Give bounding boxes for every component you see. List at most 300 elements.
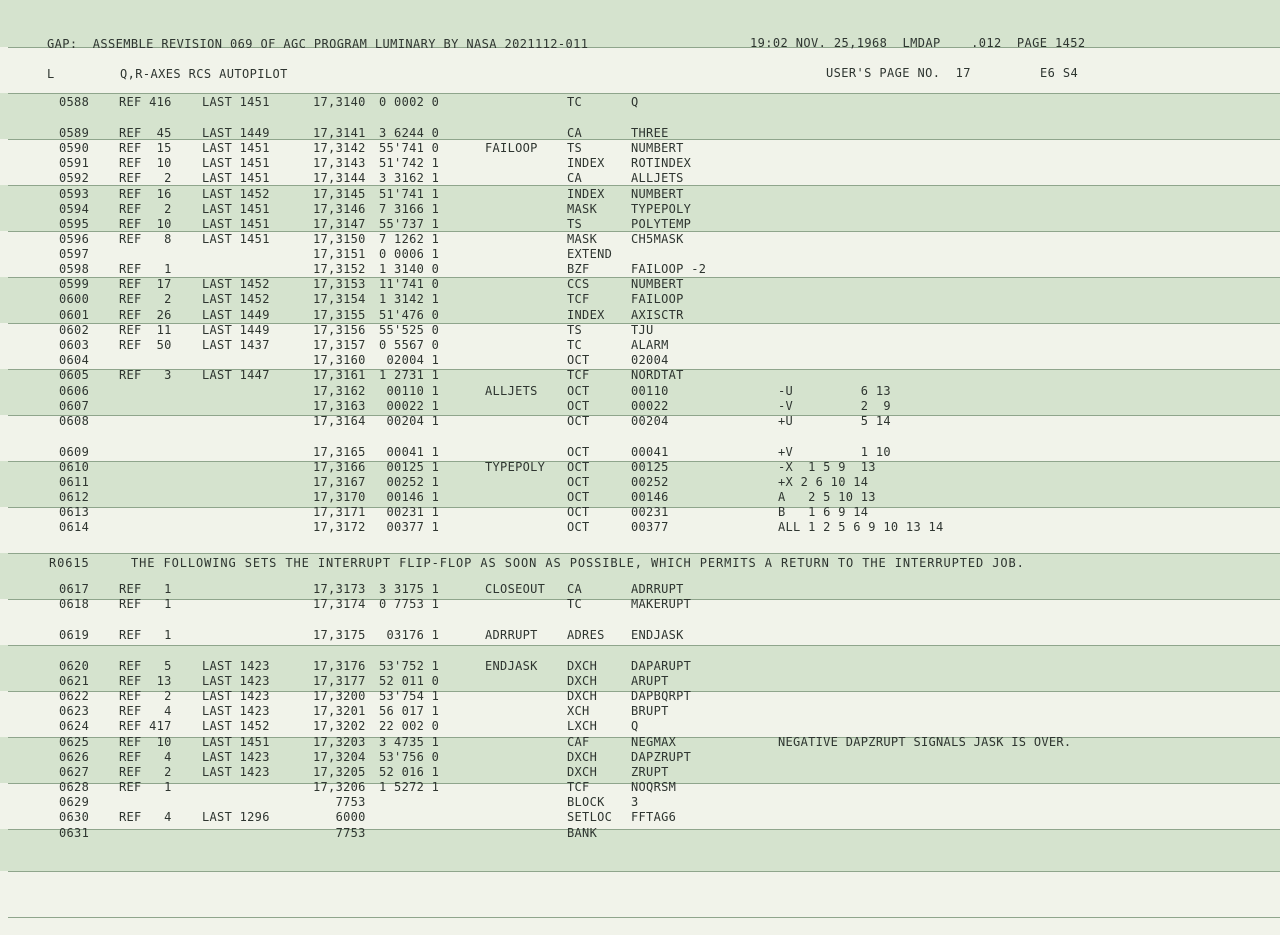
address: 17,3201 (313, 704, 366, 718)
opcode: OCT (567, 460, 590, 474)
ref-count: REF 1 (119, 628, 172, 642)
ref-count: REF 4 (119, 810, 172, 824)
ref-count: REF 50 (119, 338, 172, 352)
header-line-marker: L (47, 67, 55, 81)
line-sequence: 0607 (59, 399, 90, 413)
operand: 00252 (631, 475, 669, 489)
line-sequence: 0628 (59, 780, 90, 794)
label: ADRRUPT (485, 628, 538, 642)
last-ref: LAST 1449 (202, 308, 270, 322)
operand: 00146 (631, 490, 669, 504)
listing-line (0, 597, 1280, 612)
octal-word: 00252 1 (379, 475, 440, 489)
ref-count: REF 4 (119, 704, 172, 718)
header-user-page: USER'S PAGE NO. 17 (826, 66, 971, 80)
ref-count: REF 1 (119, 780, 172, 794)
listing-line (0, 674, 1280, 689)
last-ref: LAST 1452 (202, 719, 270, 733)
operand: 00125 (631, 460, 669, 474)
address: 17,3163 (313, 399, 366, 413)
last-ref: LAST 1451 (202, 95, 270, 109)
address: 17,3177 (313, 674, 366, 688)
opcode: SETLOC (567, 810, 613, 824)
listing-line (0, 126, 1280, 141)
comment: ALL 1 2 5 6 9 10 13 14 (778, 520, 944, 534)
ref-count: REF 417 (119, 719, 172, 733)
line-sequence: 0595 (59, 217, 90, 231)
line-sequence: 0589 (59, 126, 90, 140)
opcode: BANK (567, 826, 598, 840)
last-ref: LAST 1451 (202, 217, 270, 231)
label: ENDJASK (485, 659, 538, 673)
octal-word: 53'756 0 (379, 750, 440, 764)
remark-text: THE FOLLOWING SETS THE INTERRUPT FLIP-FLOP AS SOON AS POSSIBLE, WHICH PERMITS A RETURN TO THE INTERRUPTED JOB. (131, 556, 1025, 570)
paper-rule (8, 871, 1280, 872)
ref-count: REF 4 (119, 750, 172, 764)
listing-line (0, 735, 1280, 750)
address: 17,3170 (313, 490, 366, 504)
listing-line (0, 795, 1280, 810)
address: 17,3202 (313, 719, 366, 733)
address: 17,3140 (313, 95, 366, 109)
label: FAILOOP (485, 141, 538, 155)
listing-line (0, 704, 1280, 719)
opcode: TS (567, 323, 583, 337)
opcode: EXTEND (567, 247, 613, 261)
octal-word: 1 2731 1 (379, 368, 440, 382)
header-assembly-info: GAP: ASSEMBLE REVISION 069 OF AGC PROGRAM LUMINARY BY NASA 2021112-011 (47, 37, 589, 51)
opcode: OCT (567, 520, 590, 534)
ref-count: REF 13 (119, 674, 172, 688)
last-ref: LAST 1449 (202, 323, 270, 337)
address: 17,3175 (313, 628, 366, 642)
header-date-page: 19:02 NOV. 25,1968 LMDAP .012 PAGE 1452 (750, 36, 1086, 50)
ref-count: REF 1 (119, 582, 172, 596)
octal-word: 52 011 0 (379, 674, 440, 688)
line-sequence: 0605 (59, 368, 90, 382)
line-sequence: 0631 (59, 826, 90, 840)
address: 17,3145 (313, 187, 366, 201)
operand: ALLJETS (631, 171, 684, 185)
line-sequence: 0594 (59, 202, 90, 216)
label: TYPEPOLY (485, 460, 546, 474)
octal-word: 0 0002 0 (379, 95, 440, 109)
listing-line (0, 659, 1280, 674)
line-sequence: 0606 (59, 384, 90, 398)
opcode: OCT (567, 475, 590, 489)
last-ref: LAST 1451 (202, 141, 270, 155)
opcode: DXCH (567, 765, 598, 779)
line-sequence: 0617 (59, 582, 90, 596)
operand: ALARM (631, 338, 669, 352)
address: 17,3161 (313, 368, 366, 382)
ref-count: REF 8 (119, 232, 172, 246)
listing-line (0, 171, 1280, 186)
operand: ROTINDEX (631, 156, 692, 170)
operand: Q (631, 95, 639, 109)
comment: +X 2 6 10 14 (778, 475, 869, 489)
opcode: BZF (567, 262, 590, 276)
ref-count: REF 1 (119, 597, 172, 611)
address: 17,3173 (313, 582, 366, 596)
operand: DAPBQRPT (631, 689, 692, 703)
comment: -V 2 9 (778, 399, 891, 413)
operand: DAPZRUPT (631, 750, 692, 764)
line-sequence: 0610 (59, 460, 90, 474)
listing-line (0, 475, 1280, 490)
comment: B 1 6 9 14 (778, 505, 869, 519)
address: 17,3176 (313, 659, 366, 673)
operand: AXISCTR (631, 308, 684, 322)
label: CLOSEOUT (485, 582, 546, 596)
operand: NUMBERT (631, 187, 684, 201)
listing-line (0, 141, 1280, 156)
address: 17,3152 (313, 262, 366, 276)
last-ref: LAST 1423 (202, 750, 270, 764)
opcode: CA (567, 126, 583, 140)
opcode: TC (567, 597, 583, 611)
operand: TJU (631, 323, 654, 337)
listing-line (0, 445, 1280, 460)
address: 17,3154 (313, 292, 366, 306)
opcode: ADRES (567, 628, 605, 642)
opcode: OCT (567, 414, 590, 428)
operand: FAILOOP (631, 292, 684, 306)
octal-word: 52 016 1 (379, 765, 440, 779)
address: 17,3167 (313, 475, 366, 489)
address: 17,3166 (313, 460, 366, 474)
octal-word: 0 7753 1 (379, 597, 440, 611)
comment: +U 5 14 (778, 414, 891, 428)
listing-line (0, 262, 1280, 277)
operand: DAPARUPT (631, 659, 692, 673)
listing-line (0, 95, 1280, 110)
listing-line (0, 490, 1280, 505)
listing-line (0, 719, 1280, 734)
operand: MAKERUPT (631, 597, 692, 611)
address: 17,3155 (313, 308, 366, 322)
ref-count: REF 15 (119, 141, 172, 155)
line-sequence: 0625 (59, 735, 90, 749)
listing-line (0, 202, 1280, 217)
octal-word: 00041 1 (379, 445, 440, 459)
operand: NUMBERT (631, 141, 684, 155)
line-sequence: 0591 (59, 156, 90, 170)
header-section-title: Q,R-AXES RCS AUTOPILOT (120, 67, 288, 81)
opcode: CCS (567, 277, 590, 291)
address: 17,3153 (313, 277, 366, 291)
listing-line (0, 628, 1280, 643)
label: ALLJETS (485, 384, 538, 398)
operand: NOQRSM (631, 780, 677, 794)
opcode: CA (567, 582, 583, 596)
last-ref: LAST 1451 (202, 156, 270, 170)
octal-word: 7 1262 1 (379, 232, 440, 246)
ref-count: REF 16 (119, 187, 172, 201)
listing-line (0, 232, 1280, 247)
line-sequence: 0603 (59, 338, 90, 352)
octal-word: 3 3175 1 (379, 582, 440, 596)
operand: NORDTAT (631, 368, 684, 382)
line-sequence: 0600 (59, 292, 90, 306)
address: 17,3172 (313, 520, 366, 534)
last-ref: LAST 1452 (202, 277, 270, 291)
operand: 00110 (631, 384, 669, 398)
opcode: DXCH (567, 674, 598, 688)
last-ref: LAST 1447 (202, 368, 270, 382)
operand: ENDJASK (631, 628, 684, 642)
line-sequence: 0622 (59, 689, 90, 703)
octal-word: 0 5567 0 (379, 338, 440, 352)
line-sequence: 0598 (59, 262, 90, 276)
address: 17,3203 (313, 735, 366, 749)
opcode: TS (567, 217, 583, 231)
operand: 3 (631, 795, 639, 809)
ref-count: REF 10 (119, 735, 172, 749)
opcode: INDEX (567, 308, 605, 322)
address: 17,3150 (313, 232, 366, 246)
operand: Q (631, 719, 639, 733)
ref-count: REF 17 (119, 277, 172, 291)
line-sequence: 0629 (59, 795, 90, 809)
remark-sequence: R0615 (49, 556, 90, 570)
address: 7753 (313, 795, 366, 809)
address: 17,3151 (313, 247, 366, 261)
listing-line (0, 308, 1280, 323)
operand: BRUPT (631, 704, 669, 718)
line-sequence: 0619 (59, 628, 90, 642)
octal-word: 55'741 0 (379, 141, 440, 155)
address: 17,3160 (313, 353, 366, 367)
octal-word: 03176 1 (379, 628, 440, 642)
octal-word: 53'752 1 (379, 659, 440, 673)
octal-word: 3 6244 0 (379, 126, 440, 140)
operand: 00041 (631, 445, 669, 459)
octal-word: 00204 1 (379, 414, 440, 428)
operand: NEGMAX (631, 735, 677, 749)
octal-word: 51'742 1 (379, 156, 440, 170)
line-sequence: 0608 (59, 414, 90, 428)
comment: A 2 5 10 13 (778, 490, 876, 504)
operand: ARUPT (631, 674, 669, 688)
operand: 02004 (631, 353, 669, 367)
address: 17,3162 (313, 384, 366, 398)
listing-line (0, 247, 1280, 262)
line-sequence: 0604 (59, 353, 90, 367)
line-sequence: 0601 (59, 308, 90, 322)
operand: POLYTEMP (631, 217, 692, 231)
listing-line (0, 582, 1280, 597)
operand: 00204 (631, 414, 669, 428)
address: 17,3156 (313, 323, 366, 337)
ref-count: REF 2 (119, 202, 172, 216)
paper-rule (8, 553, 1280, 554)
octal-word: 53'754 1 (379, 689, 440, 703)
opcode: MASK (567, 202, 598, 216)
address: 6000 (313, 810, 366, 824)
opcode: CA (567, 171, 583, 185)
last-ref: LAST 1423 (202, 704, 270, 718)
ref-count: REF 45 (119, 126, 172, 140)
line-sequence: 0620 (59, 659, 90, 673)
opcode: MASK (567, 232, 598, 246)
line-sequence: 0593 (59, 187, 90, 201)
line-sequence: 0609 (59, 445, 90, 459)
operand: 00377 (631, 520, 669, 534)
address: 17,3141 (313, 126, 366, 140)
ref-count: REF 2 (119, 171, 172, 185)
line-sequence: 0614 (59, 520, 90, 534)
opcode: DXCH (567, 659, 598, 673)
line-sequence: 0627 (59, 765, 90, 779)
octal-word: 22 002 0 (379, 719, 440, 733)
last-ref: LAST 1437 (202, 338, 270, 352)
opcode: DXCH (567, 750, 598, 764)
opcode: OCT (567, 353, 590, 367)
line-sequence: 0599 (59, 277, 90, 291)
operand: TYPEPOLY (631, 202, 692, 216)
listing-line (0, 780, 1280, 795)
listing-line (0, 384, 1280, 399)
address: 17,3144 (313, 171, 366, 185)
line-sequence: 0613 (59, 505, 90, 519)
address: 17,3206 (313, 780, 366, 794)
ref-count: REF 10 (119, 217, 172, 231)
ref-count: REF 416 (119, 95, 172, 109)
last-ref: LAST 1451 (202, 171, 270, 185)
listing-line (0, 338, 1280, 353)
paper-rule (8, 645, 1280, 646)
ref-count: REF 1 (119, 262, 172, 276)
octal-word: 1 5272 1 (379, 780, 440, 794)
paper-rule (8, 917, 1280, 918)
octal-word: 00231 1 (379, 505, 440, 519)
listing-line (0, 217, 1280, 232)
listing-line (0, 156, 1280, 171)
listing-line (0, 353, 1280, 368)
operand: 00022 (631, 399, 669, 413)
ref-count: REF 26 (119, 308, 172, 322)
line-sequence: 0630 (59, 810, 90, 824)
listing-line (0, 460, 1280, 475)
octal-word: 1 3142 1 (379, 292, 440, 306)
opcode: INDEX (567, 187, 605, 201)
octal-word: 00110 1 (379, 384, 440, 398)
octal-word: 7 3166 1 (379, 202, 440, 216)
line-sequence: 0621 (59, 674, 90, 688)
operand: 00231 (631, 505, 669, 519)
opcode: XCH (567, 704, 590, 718)
listing-line (0, 810, 1280, 825)
address: 17,3205 (313, 765, 366, 779)
line-sequence: 0590 (59, 141, 90, 155)
line-sequence: 0626 (59, 750, 90, 764)
address: 17,3171 (313, 505, 366, 519)
octal-word: 51'741 1 (379, 187, 440, 201)
octal-word: 55'737 1 (379, 217, 440, 231)
opcode: LXCH (567, 719, 598, 733)
address: 17,3143 (313, 156, 366, 170)
last-ref: LAST 1451 (202, 735, 270, 749)
listing-line (0, 368, 1280, 383)
address: 17,3200 (313, 689, 366, 703)
comment: -X 1 5 9 13 (778, 460, 876, 474)
operand: FFTAG6 (631, 810, 677, 824)
operand: CH5MASK (631, 232, 684, 246)
octal-word: 00377 1 (379, 520, 440, 534)
line-sequence: 0597 (59, 247, 90, 261)
operand: ADRRUPT (631, 582, 684, 596)
octal-word: 11'741 0 (379, 277, 440, 291)
opcode: OCT (567, 490, 590, 504)
ref-count: REF 10 (119, 156, 172, 170)
line-sequence: 0588 (59, 95, 90, 109)
octal-word: 0 0006 1 (379, 247, 440, 261)
operand: ZRUPT (631, 765, 669, 779)
listing-line (0, 292, 1280, 307)
opcode: TC (567, 338, 583, 352)
ref-count: REF 11 (119, 323, 172, 337)
opcode: OCT (567, 384, 590, 398)
ref-count: REF 2 (119, 689, 172, 703)
line-sequence: 0624 (59, 719, 90, 733)
address: 17,3174 (313, 597, 366, 611)
listing-line (0, 826, 1280, 841)
address: 17,3147 (313, 217, 366, 231)
address: 17,3164 (313, 414, 366, 428)
comment: -U 6 13 (778, 384, 891, 398)
last-ref: LAST 1423 (202, 674, 270, 688)
listing-line (0, 399, 1280, 414)
operand: THREE (631, 126, 669, 140)
last-ref: LAST 1451 (202, 202, 270, 216)
opcode: TCF (567, 780, 590, 794)
line-sequence: 0602 (59, 323, 90, 337)
octal-word: 55'525 0 (379, 323, 440, 337)
comment: NEGATIVE DAPZRUPT SIGNALS JASK IS OVER. (778, 735, 1072, 749)
listing-line (0, 187, 1280, 202)
line-sequence: 0592 (59, 171, 90, 185)
listing-line (0, 414, 1280, 429)
opcode: OCT (567, 505, 590, 519)
octal-word: 00125 1 (379, 460, 440, 474)
listing-line (0, 765, 1280, 780)
line-sequence: 0596 (59, 232, 90, 246)
listing-line (0, 323, 1280, 338)
opcode: TS (567, 141, 583, 155)
last-ref: LAST 1449 (202, 126, 270, 140)
opcode: TC (567, 95, 583, 109)
paper-rule (8, 93, 1280, 94)
opcode: DXCH (567, 689, 598, 703)
listing-line (0, 750, 1280, 765)
last-ref: LAST 1423 (202, 659, 270, 673)
last-ref: LAST 1296 (202, 810, 270, 824)
last-ref: LAST 1452 (202, 292, 270, 306)
last-ref: LAST 1452 (202, 187, 270, 201)
octal-word: 1 3140 0 (379, 262, 440, 276)
last-ref: LAST 1423 (202, 689, 270, 703)
listing-line (0, 689, 1280, 704)
address: 17,3157 (313, 338, 366, 352)
octal-word: 51'476 0 (379, 308, 440, 322)
octal-word: 3 3162 1 (379, 171, 440, 185)
last-ref: LAST 1423 (202, 765, 270, 779)
ref-count: REF 5 (119, 659, 172, 673)
address: 7753 (313, 826, 366, 840)
address: 17,3146 (313, 202, 366, 216)
address: 17,3142 (313, 141, 366, 155)
